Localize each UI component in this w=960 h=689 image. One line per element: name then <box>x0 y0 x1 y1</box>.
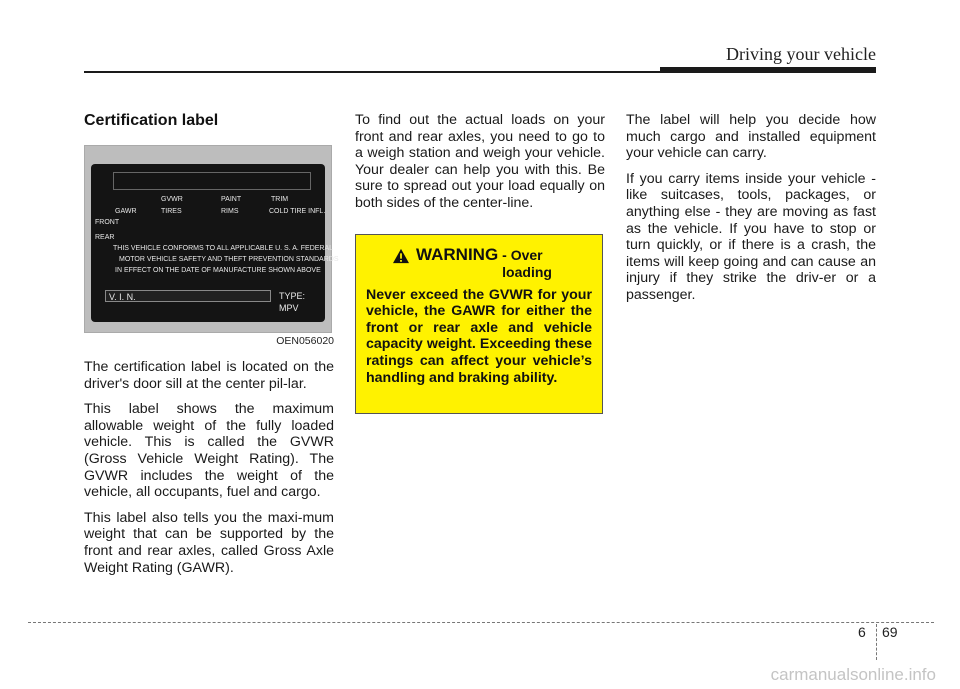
header-rule <box>84 71 664 73</box>
label-cold-tire: COLD TIRE INFL. <box>269 208 326 215</box>
footer-rule <box>28 622 934 623</box>
image-caption: OEN056020 <box>276 335 334 347</box>
paragraph: To find out the actual loads on your front and rear axles, you need to go to a weigh station and weigh your vehicle. Your dealer can help you with this. Be sure to spread out your load equally on both sides of the center-line. <box>355 112 605 211</box>
label-gawr: GAWR <box>115 208 137 215</box>
section-title: Certification label <box>84 112 219 129</box>
paragraph: The certification label is located on the driver's door sill at the center pil-lar. <box>84 359 334 392</box>
warning-box <box>355 234 603 414</box>
label-type: TYPE: MPV <box>279 291 306 313</box>
label-gvwr: GVWR <box>161 196 183 203</box>
column-middle <box>355 112 605 414</box>
label-paint: PAINT <box>221 196 242 203</box>
header-rule-accent <box>660 67 876 73</box>
label-conform-2: MOTOR VEHICLE SAFETY AND THEFT PREVENTION STANDARDS <box>119 256 339 263</box>
paragraph: This label also tells you the maxi-mum weight that can be supported by the front and rear axles, called Gross Axle Weight Rating (GAWR). <box>84 509 334 576</box>
label-tires: TIRES <box>161 208 182 215</box>
certification-label-plate <box>91 164 339 322</box>
watermark: carmanualsonline.info <box>770 665 936 684</box>
paragraph: If you carry items inside your vehicle - like suitcases, tools, packages, or anything else - they are moving as fast as the vehicle. If you have to stop or turn quickly, or if there is a crash, the items will keep going and can cause an injury if they strike the driv-er or a passenger. <box>626 170 876 303</box>
label-conform-3: IN EFFECT ON THE DATE OF MANUFACTURE SHOWN ABOVE <box>115 267 321 274</box>
chapter-number: 6 <box>858 624 866 640</box>
label-trim: TRIM <box>271 196 289 203</box>
label-front: FRONT <box>95 219 120 226</box>
column-left <box>84 112 339 585</box>
warning-triangle-icon <box>392 248 410 264</box>
page-number: 69 <box>882 624 898 640</box>
label-conform-1: THIS VEHICLE CONFORMS TO ALL APPLICABLE U. S. A. FEDERAL <box>113 245 334 252</box>
header-title: Driving your vehicle <box>726 44 876 64</box>
warning-subtitle: - Over loading <box>502 246 552 280</box>
label-vin: V. I. N. <box>105 290 271 302</box>
warning-text: Never exceed the GVWR for your vehicle, the GAWR for either the front or rear axle and vehicle capacity weight. Exceeding these ratings can affect your vehicle’s handling and braking ability. <box>366 286 592 386</box>
paragraph: This label shows the maximum allowable weight of the fully loaded vehicle. This is called the GVWR (Gross Vehicle Weight Rating). The GVWR includes the weight of the vehicle, all occupants, fuel and cargo. <box>84 401 334 501</box>
paragraph: The label will help you decide how much cargo and installed equipment your vehicle can carry. <box>626 112 876 162</box>
warning-header <box>366 245 592 281</box>
warning-title: WARNING <box>416 244 499 264</box>
label-rims: RIMS <box>221 208 239 215</box>
column-right <box>626 112 876 313</box>
certification-label-image <box>84 145 339 333</box>
label-rear: REAR <box>95 234 115 241</box>
label-top-strip <box>113 172 311 190</box>
page-number-divider <box>876 624 877 660</box>
